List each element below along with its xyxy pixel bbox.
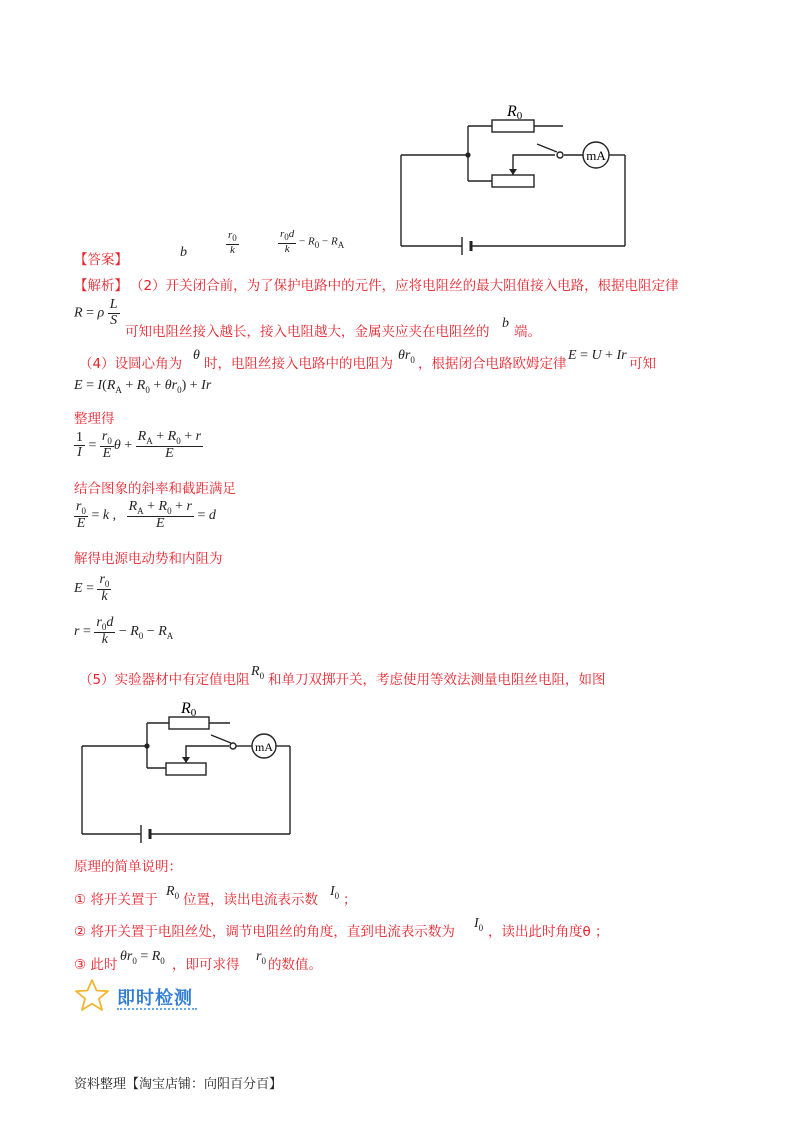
resistance-wire: [166, 763, 206, 775]
step-3-b: ，即可求得: [172, 957, 240, 973]
answer-b-inline: b: [502, 316, 509, 331]
theta-symbol: θ: [193, 348, 200, 363]
answer-3: $\frac{r_0d}{k}$ − $R_0 - R_A$: [280, 228, 345, 255]
equation-1: $E = I(R_A + R_0 + \theta r_0) + Ir$: [74, 378, 212, 395]
answer-1: b: [180, 245, 187, 260]
slider-arrow: [182, 757, 190, 763]
switch-contact: [557, 152, 563, 158]
step-3-c: 的数值。: [268, 957, 322, 973]
step-2-a: ② 将开关置于电阻丝处，调节电阻丝的角度，直到电流表示数为: [74, 924, 455, 940]
answer-2: $\frac{r_0}{k}$: [228, 229, 237, 256]
step-3-r0: $r_0$: [256, 949, 266, 966]
analysis-part4-c: ，根据闭合电路欧姆定律: [418, 356, 567, 372]
resistor-label: R0: [181, 700, 197, 719]
ohm-law-formula: E = U + Ir: [568, 348, 627, 363]
switch-blade: [537, 144, 557, 152]
footer-text: 资料整理【淘宝店铺：向阳百分百】: [74, 1077, 283, 1092]
step-3-eq: $\theta r_0 = R_0$: [120, 949, 165, 966]
tidy-label: 整理得: [74, 411, 115, 427]
step-1-b: 位置，读出电流表示数: [183, 892, 318, 908]
step-3-a: ③ 此时: [74, 957, 118, 973]
resistance-law-formula: R = ρ $\frac{L}{S}$: [74, 297, 118, 328]
analysis-part4-b: 时，电阻丝接入电路中的电阻为: [204, 356, 393, 372]
circuit-diagram-top: [395, 95, 635, 255]
principle-label: 原理的简单说明：: [74, 859, 182, 875]
analysis-part4-a: （4）设圆心角为: [79, 356, 183, 372]
analysis-part2: （2）开关闭合前，为了保护电路中的元件，应将电阻丝的最大阻值接入电路，根据电阻定律: [130, 278, 679, 294]
equation-slope-intercept: $\frac{r_0}{E}$ = k , $\frac{R_A + R_0 + r}{E}$ = d: [76, 499, 216, 532]
resistor-label: R0: [507, 103, 523, 122]
analysis-label: 【解析】: [74, 278, 128, 294]
step-1-r0: $R_0$: [166, 884, 180, 901]
meter-label: mA: [255, 740, 273, 754]
solve-label: 解得电源电动势和内阻为: [74, 551, 223, 567]
step-1-a: ① 将开关置于: [74, 892, 158, 908]
section-badge-underline: [117, 1008, 197, 1010]
analysis-part2-cont: 可知电阻丝接入越长，接入电阻越大，金属夹应夹在电阻丝的: [125, 324, 490, 340]
fixed-resistor: [492, 120, 534, 132]
fixed-resistor: [169, 717, 209, 729]
slider-arrow: [509, 169, 517, 175]
step-2-i0: $I_0$: [474, 916, 484, 933]
equation-2: $\frac{1}{I}$ = $\frac{r_0}{E}$ θ + $\frac{R_A + R_0 + r}{E}$: [76, 429, 202, 462]
resistance-wire: [492, 175, 534, 187]
switch-contact: [230, 743, 236, 749]
r0-symbol: $R_0$: [251, 664, 265, 681]
combine-label: 结合图象的斜率和截距满足: [74, 481, 236, 497]
switch-blade: [211, 735, 231, 743]
circuit-diagram-bottom: [78, 697, 318, 847]
equation-E: E = $\frac{r_0}{k}$: [74, 572, 110, 605]
step-1-c: ；: [343, 892, 357, 908]
star-icon: [74, 978, 110, 1012]
analysis-part5-b: 和单刀双掷开关，考虑使用等效法测量电阻丝电阻，如图: [268, 672, 606, 688]
meter-label: mA: [586, 148, 606, 163]
junction-dot: [144, 743, 149, 748]
answer-label: 【答案】: [74, 252, 128, 268]
equation-r: r = $\frac{r_0d}{k}$ − $R_0 - R_A$: [74, 615, 174, 648]
step-2-b: ，读出此时角度θ ；: [488, 924, 609, 940]
theta-r0: $\theta r_0$: [398, 348, 415, 365]
analysis-part4-d: 可知: [629, 356, 656, 372]
step-1-i0: $I_0$: [330, 884, 340, 901]
section-badge-title: 即时检测: [117, 988, 193, 1009]
analysis-part5-a: （5）实验器材中有定值电阻: [79, 672, 250, 688]
junction-dot: [465, 152, 470, 157]
analysis-part2-end: 端。: [514, 324, 541, 340]
